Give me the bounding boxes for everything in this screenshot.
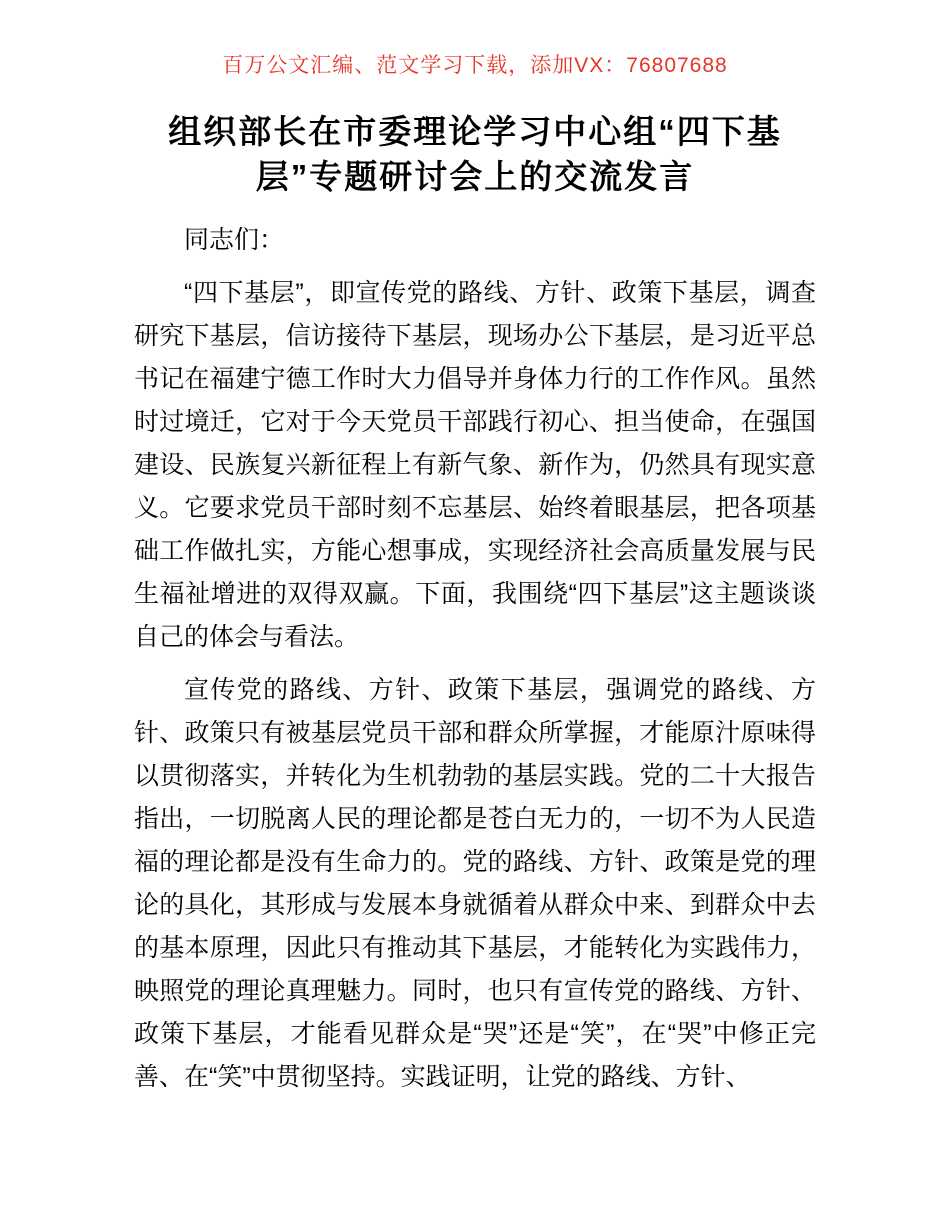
document-body [134,219,816,1099]
greeting-text: 同志们： [184,226,285,254]
page-title-line-1: 组织部长在市委理论学习中心组“四下基 [168,113,782,150]
watermark-notice: 百万公文汇编、范文学习下载，添加VX：76807688 [222,54,728,77]
page-title [0,109,950,199]
body-paragraph: 宣传党的路线、方针、政策下基层，强调党的路线、方针、政策只有被基层党员干部和群众所掌握，才能原汁原味得以贯彻落实，并转化为生机勃勃的基层实践。党的二十大报告指出，一切脱离人民的理论都是苍白无力的，一切不为人民造福的理论都是没有生命力的。党的路线、方针、政策是党的理论的具化，其形成与发展本身就循着从群众中来、到群众中去的基本原理，因此只有推动其下基层，才能转化为实践伟力，映照党的理论真理魅力。同时，也只有宣传党的路线、方针、政策下基层，才能看见群众是“哭”还是“笑”，在“哭”中修正完善、在“笑”中贯彻坚持。实践证明，让党的路线、方针、 [134,676,816,1091]
body-paragraph: “四下基层”，即宣传党的路线、方针、政策下基层，调查研究下基层，信访接待下基层，现场办公下基层，是习近平总书记在福建宁德工作时大力倡导并身体力行的工作作风。虽然时过境迁，它对于今天党员干部践行初心、担当使命，在强国建设、民族复兴新征程上有新气象、新作为，仍然具有现实意义。它要求党员干部时刻不忘基层、始终着眼基层，把各项基础工作做扎实，方能心想事成，实现经济社会高质量发展与民生福祉增进的双得双赢。下面，我围绕“四下基层”这主题谈谈自己的体会与看法。 [134,279,816,651]
page-title-line-2: 层”专题研讨会上的交流发言 [255,158,695,195]
